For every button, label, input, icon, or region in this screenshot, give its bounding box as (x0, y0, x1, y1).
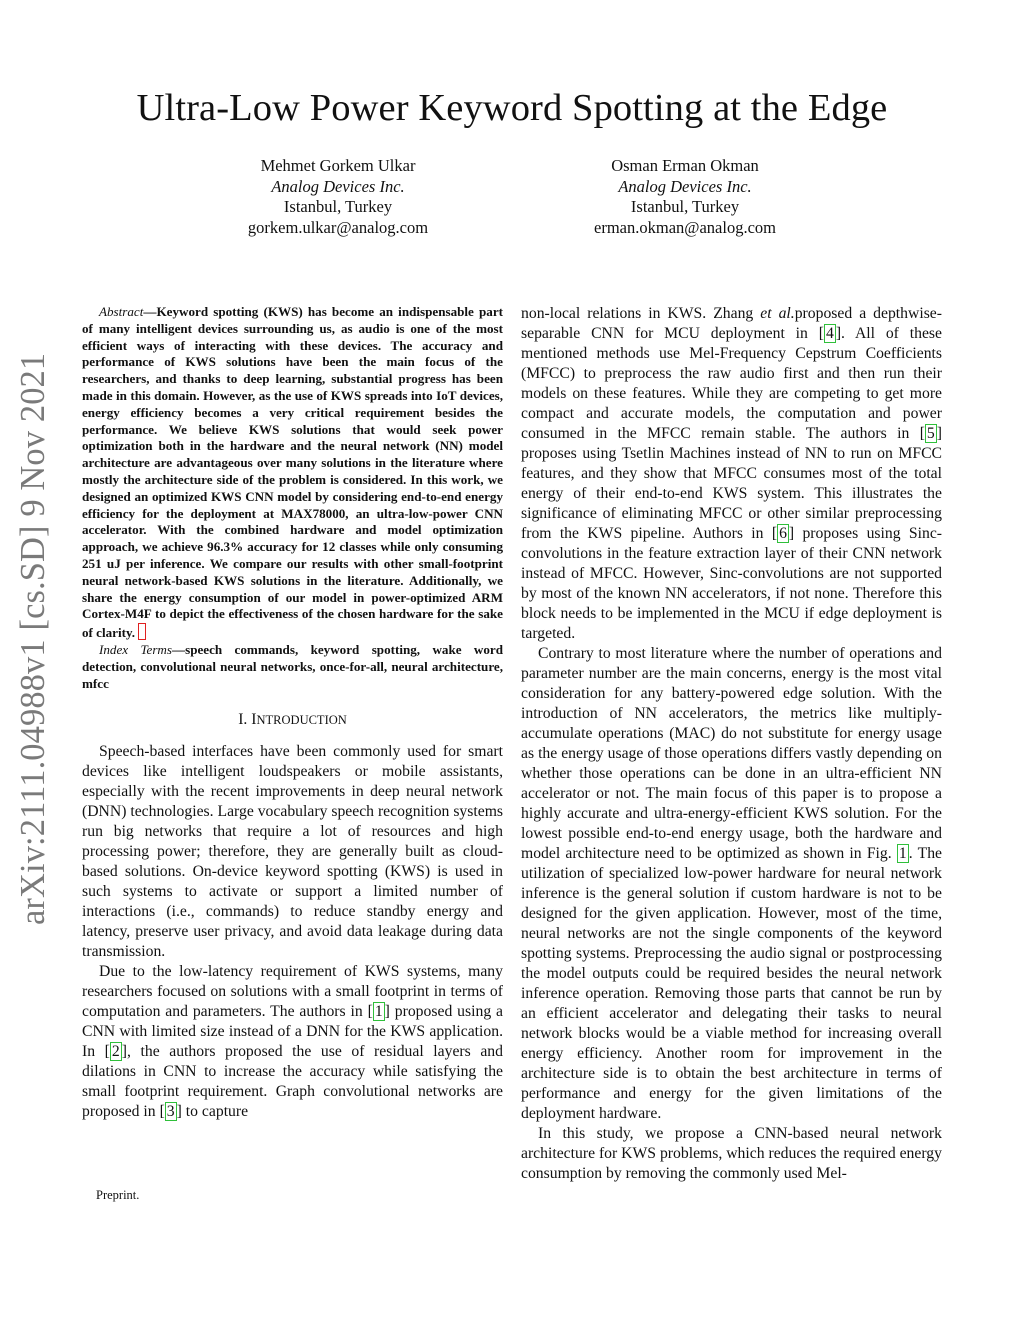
author-affiliation: Analog Devices Inc. (271, 176, 405, 196)
author-location: Istanbul, Turkey (630, 197, 740, 216)
author-affiliation: Analog Devices Inc. (618, 176, 752, 196)
author-location: Istanbul, Turkey (283, 197, 393, 216)
intro-paragraph-2: Due to the low-latency requirement of KWS systems, many researchers focused on solutions with a small footprint in terms of computation and parameters. The authors in [ 1 ] proposed using a CNN with limited size instead of a DNN for the KWS application. In [ 2 ], the authors proposed the use of residual layers and dilations in CNN to increase the accuracy while satisfying the small footprint requirement. Graph convolutional networks are proposed in [ 3 ] to capture (82, 963, 503, 1121)
author-name: Mehmet Gorkem Ulkar (260, 156, 416, 175)
right-paragraph-3: In this study, we propose a CNN-based neural network architecture for KWS problems, which reduces the required energy consumption by removing the commonly used Mel- (521, 1125, 942, 1182)
figure-link-1[interactable]: 1 (898, 845, 907, 862)
abstract-text: Keyword spotting (KWS) has become an indispensable part of many intelligent devices surrounding us, as audio is one of the most efficient ways of interacting with these devices. The accuracy and performance of KWS solutions have been the main focus of the researchers, and thanks to deep learning, substantial progress has been made in this domain. However, as the use of KWS spreads into IoT devices, energy efficiency becomes a very critical requirement besides the performance. We believe KWS solutions that would seek power optimization both in the hardware and the neural network (NN) model architecture are advantageous over many solutions in the literature where mostly the architecture side of the problem is considered. In this work, we designed an optimized KWS CNN model by considering end-to-end energy efficiency for the deployment at MAX78000, an ultra-low-power CNN accelerator. With the combined hardware and model optimization approach, we achieve 96.3% accuracy for 12 classes while only consuming 251 uJ per inference. We compare our results with other small-footprint neural network-based KWS solutions in the literature. Additionally, we share the energy consumption of our model in power-optimized ARM Cortex-M4F to depict the effectiveness of the chosen hardware for the sake of clarity. (82, 304, 503, 641)
index-terms: Index Terms—speech commands, keyword spotting, wake word detection, convolutional neural networks, once-for-all, neural architecture, mfcc (82, 641, 504, 691)
author-name: Osman Erman Okman (611, 156, 759, 175)
index-terms-label: Index Terms (99, 641, 172, 657)
author-email: gorkem.ulkar@analog.com (247, 217, 429, 237)
annotation-marker (138, 623, 146, 640)
author-block-2 (525, 156, 845, 238)
arxiv-identifier: arXiv:2111.04988v1 [cs.SD] 9 Nov 2021 (14, 352, 52, 925)
right-paragraph-2: Contrary to most literature where the number of operations and parameter number are the main concerns, energy is the most vital consideration for any battery-powered edge solution. With the introduction of NN accelerators, the metrics like multiply-accumulate operations (MAC) do not substitute for energy usage as the energy usage of those operations differs vastly depending on whether those operations can be done in an ultra-efficient NN accelerator or not. The main focus of this paper is to propose a highly accurate and ultra-energy-efficient KWS solution. For the lowest possible end-to-end energy usage, both the hardware and model architecture need to be optimized as shown in Fig. 1 . The utilization of specialized low-power hardware for neural network inference is the general solution if custom hardware is not to be designed for the given application. However, most of the time, neural networks are not the single components of the keyword spotting systems. Preprocessing the audio signal or postprocessing the model outputs could be required besides the neural network inference operation. Removing those parts that cannot be run by an efficient accelerator and delegating their tasks to neural network blocks would be a viable method for increasing overall energy efficiency. Another room for improvement in the architecture side is to obtain the best architecture in terms of performance and energy for the given limitations of the deployment hardware. (521, 645, 942, 1122)
intro-paragraph-1: Speech-based interfaces have been commonly used for smart devices like intelligent loudspeakers or mobile assistants, especially with the recent improvements in deep neural network (DNN) technologies. Large vocabulary speech recognition systems run big networks that require a lot of resources and high processing power; therefore, they are generally built as cloud-based solutions. On-device keyword spotting (KWS) is used in such systems to activate or support a limited number of interactions (i.e., commands) to reduce standby energy and latency, preserve user privacy, and avoid data leakage during data transmission. (82, 743, 503, 961)
citation-link-4[interactable]: 4 (825, 325, 834, 342)
right-column (521, 304, 942, 1184)
right-paragraph-1: non-local relations in KWS. Zhang et al.proposed a depthwise-separable CNN for MCU deployment in [ 4 ]. All of these mentioned methods use Mel-Frequency Cepstrum Coefficients (MFCC) to preprocess the raw audio first and then run their models on these features. While they are competing to get more compact and accurate models, the computation and power consumed in the MFCC remain stable. The authors in [ 5 ] proposes using Tsetlin Machines instead of NN to run on MFCC features, and they show that MFCC consumes most of the total energy of their end-to-end KWS system. This illustrates the significance of eliminating MFCC or other similar preprocessing from the KWS pipeline. Authors in [ 6 ] proposes using Sinc-convolutions in the feature extraction layer of their CNN network instead of MFCC. However, Sinc-convolutions are not supported by most of the known NN accelerators, if not none. Therefore this block needs to be implemented in the MCU if edge deployment is targeted. (521, 305, 943, 642)
citation-link-5[interactable]: 5 (926, 425, 935, 442)
author-email: erman.okman@analog.com (594, 217, 776, 237)
preprint-footnote: Preprint. (96, 1188, 140, 1202)
citation-link-3[interactable]: 3 (166, 1103, 175, 1121)
index-terms-text: speech commands, keyword spotting, wake word detection, convolutional neural networks, once-for-all, neural architecture, mfcc (82, 641, 504, 691)
paper-title: Ultra-Low Power Keyword Spotting at the Edge (136, 87, 888, 129)
citation-link-2[interactable]: 2 (111, 1043, 120, 1061)
left-column (82, 304, 503, 1122)
citation-link-6[interactable]: 6 (779, 525, 787, 542)
citation-link-1[interactable]: 1 (374, 1003, 383, 1021)
section-heading-introduction: I. INTRODUCTION (238, 711, 347, 729)
abstract-label: Abstract (99, 304, 144, 319)
author-block-1 (178, 156, 498, 238)
abstract: Abstract—Keyword spotting (KWS) has become an indispensable part of many intelligent devices surrounding us, as audio is one of the most efficient ways of interacting with these devices. The accuracy and performance of KWS solutions have been the main focus of the researchers, and thanks to deep learning, substantial progress has been made in this domain. However, as the use of KWS spreads into IoT devices, energy efficiency becomes a very critical requirement besides the performance. We believe KWS solutions that would seek power optimization both in the hardware and the neural network (NN) model architecture are advantageous over many solutions in the literature where mostly the architecture side of the problem is considered. In this work, we designed an optimized KWS CNN model by considering end-to-end energy efficiency for the deployment at MAX78000, an ultra-low-power CNN accelerator. With the combined hardware and model optimization approach, we achieve 96.3% accuracy for 12 classes while only consuming 251 uJ per inference. We compare our results with other small-footprint neural network-based KWS solutions in the literature. Additionally, we share the energy consumption of our model in power-optimized ARM Cortex-M4F to depict the effectiveness of the chosen hardware for the sake of clarity. (82, 304, 503, 641)
